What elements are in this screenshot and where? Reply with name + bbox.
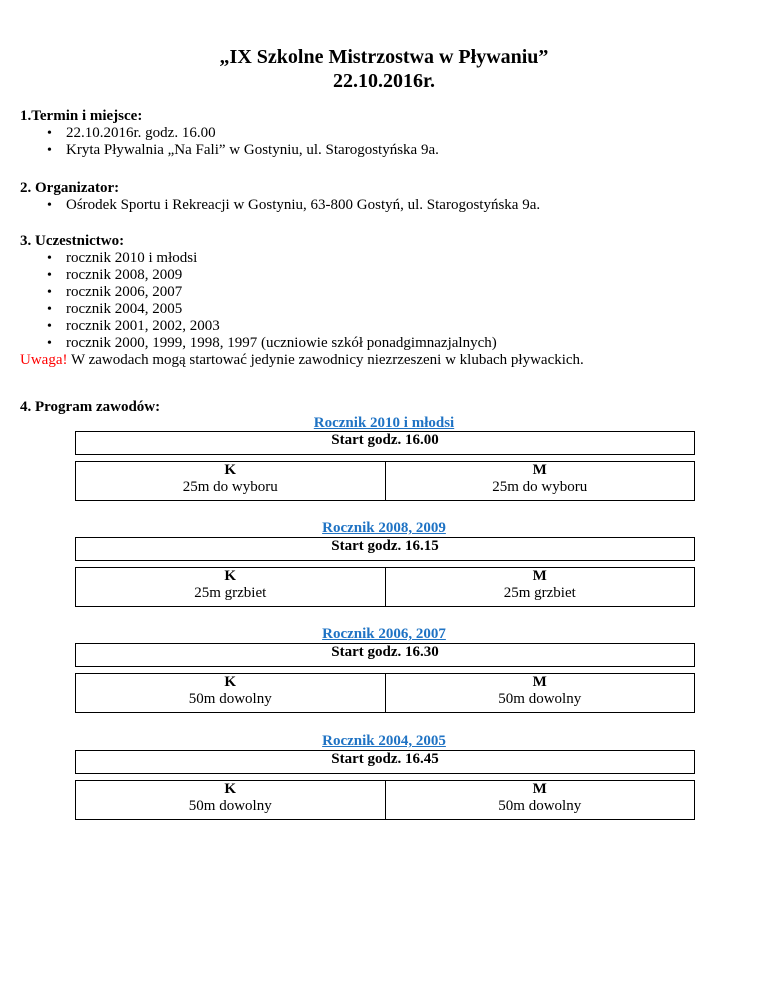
title-line-2: 22.10.2016r.: [332, 70, 436, 92]
list-item: • 22.10.2016r. godz. 16.00: [66, 125, 750, 142]
group-label: Rocznik 2006, 2007: [322, 626, 446, 642]
bullet-list: [20, 250, 750, 352]
list-item: • rocznik 2001, 2002, 2003: [66, 318, 750, 335]
men-cell: [385, 674, 695, 713]
men-header: M: [532, 462, 547, 478]
start-time: Start godz. 16.45: [76, 751, 695, 774]
bullet-list: [20, 197, 750, 214]
men-cell: [385, 568, 695, 607]
group-label: Rocznik 2010 i młodsi: [313, 415, 455, 431]
men-cell: [385, 781, 695, 820]
women-event: 50m dowolny: [188, 691, 272, 707]
women-cell: [76, 568, 386, 607]
men-header: M: [532, 674, 547, 690]
women-header: K: [224, 781, 237, 797]
men-header: M: [532, 568, 547, 584]
list-item: • rocznik 2000, 1999, 1998, 1997 (uczniowie szkół ponadgimnazjalnych): [66, 335, 750, 352]
section-heading: 2. Organizator:: [20, 180, 120, 196]
men-event: 50m dowolny: [498, 798, 582, 814]
participation-note: [20, 352, 750, 369]
warning-label: Uwaga!: [20, 352, 68, 368]
men-cell: [385, 462, 695, 501]
schedule-table: [75, 431, 695, 501]
women-event: 50m dowolny: [188, 798, 272, 814]
group-label: Rocznik 2008, 2009: [322, 520, 446, 536]
schedule-table: [75, 750, 695, 820]
start-time: Start godz. 16.30: [76, 644, 695, 667]
start-time: Start godz. 16.15: [76, 538, 695, 561]
women-cell: [76, 674, 386, 713]
list-item: • rocznik 2010 i młodsi: [66, 250, 750, 267]
men-event: 50m dowolny: [498, 691, 582, 707]
start-time: Start godz. 16.00: [76, 432, 695, 455]
men-event: 25m grzbiet: [503, 585, 576, 601]
group-label: Rocznik 2004, 2005: [322, 733, 446, 749]
list-item: • rocznik 2004, 2005: [66, 301, 750, 318]
list-item: • Kryta Pływalnia „Na Fali” w Gostyniu, ul. Starogostyńska 9a.: [66, 142, 750, 159]
title-line-1: „IX Szkolne Mistrzostwa w Pływaniu”: [219, 46, 549, 68]
list-item: • rocznik 2006, 2007: [66, 284, 750, 301]
men-event: 25m do wyboru: [492, 479, 588, 495]
section-heading: 3. Uczestnictwo:: [20, 233, 125, 249]
section-heading: 1.Termin i miejsce:: [20, 108, 143, 124]
women-event: 25m do wyboru: [182, 479, 278, 495]
women-header: K: [224, 674, 237, 690]
warning-text: W zawodach mogą startować jedynie zawodnicy niezrzeszeni w klubach pływackich.: [67, 352, 584, 368]
schedule-table: [75, 537, 695, 607]
section-heading: 4. Program zawodów:: [20, 399, 161, 415]
document-title: [0, 45, 768, 93]
women-cell: [76, 462, 386, 501]
women-header: K: [224, 568, 237, 584]
women-event: 25m grzbiet: [194, 585, 267, 601]
women-header: K: [224, 462, 237, 478]
bullet-list: [20, 125, 750, 159]
list-item: • rocznik 2008, 2009: [66, 267, 750, 284]
schedule-table: [75, 643, 695, 713]
section-organizator: [20, 180, 750, 214]
section-termin: [20, 108, 750, 159]
section-uczestnictwo: [20, 233, 750, 369]
list-item: • Ośrodek Sportu i Rekreacji w Gostyniu, 63-800 Gostyń, ul. Starogostyńska 9a.: [66, 197, 750, 214]
women-cell: [76, 781, 386, 820]
men-header: M: [532, 781, 547, 797]
